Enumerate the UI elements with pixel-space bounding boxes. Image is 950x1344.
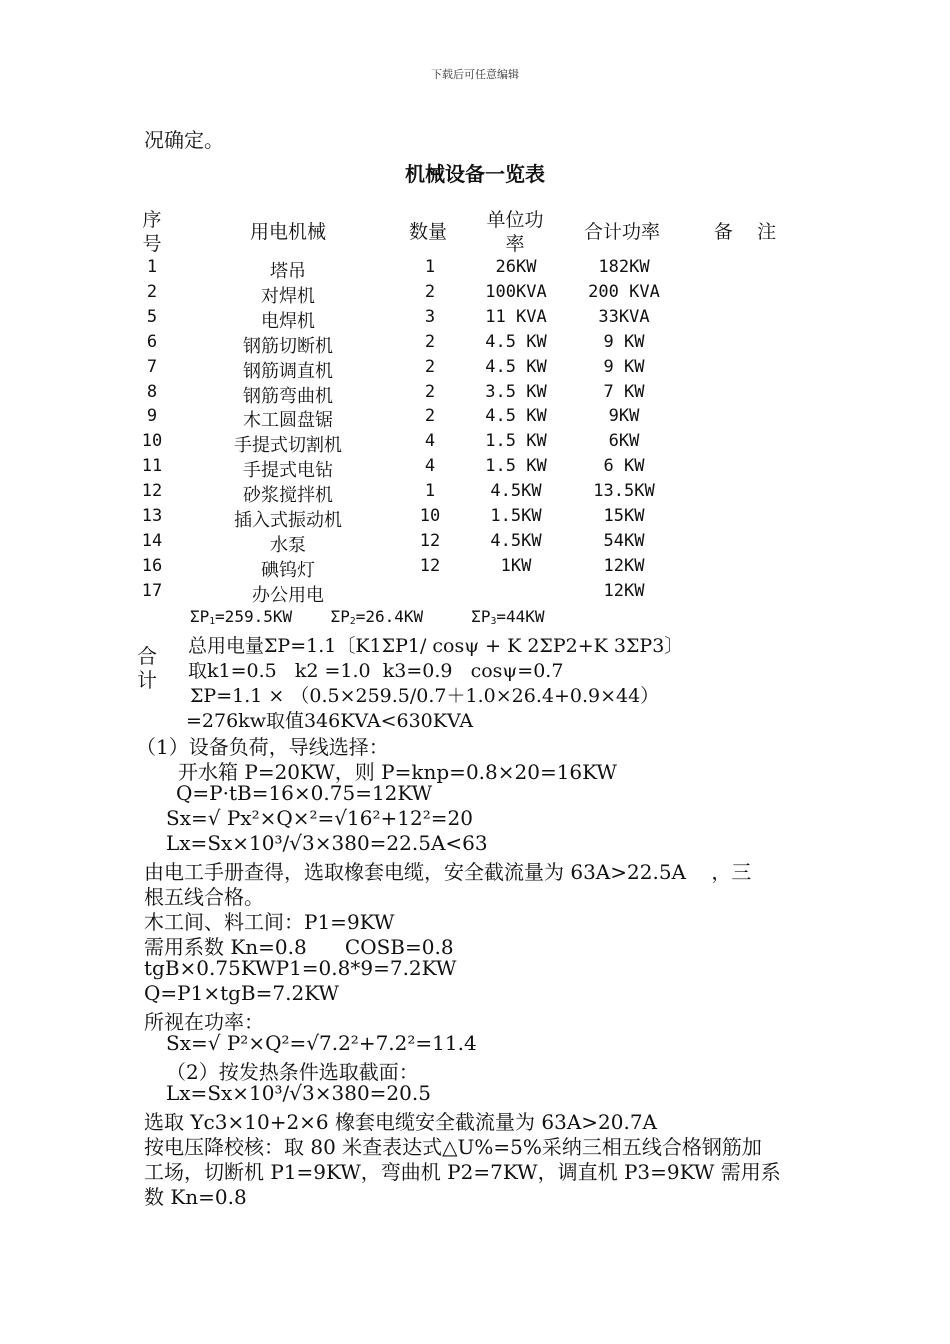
table-cell-total-power: 13.5KW <box>593 481 655 502</box>
table-cell-total-power: 12KW <box>603 580 645 601</box>
header-note: 下载后可任意编辑 <box>431 68 519 81</box>
table-cell-machine: 钢筋切断机 <box>243 335 333 357</box>
paragraph-11: Q=P1×tgB=7.2KW <box>144 981 339 1005</box>
table-cell-seq: 11 <box>141 456 163 477</box>
table-cell-unit-power: 1KW <box>500 555 532 576</box>
summary-calculation: ΣP=1.1 × （0.5×259.5/0.7＋1.0×26.4+0.9×44） <box>190 685 660 707</box>
table-cell-unit-power: 4.5 KW <box>485 356 547 377</box>
intro-text: 况确定。 <box>144 128 224 152</box>
table-title: 机械设备一览表 <box>405 162 545 186</box>
table-cell-unit-power: 1.5 KW <box>485 431 547 452</box>
header-remark: 备 注 <box>713 221 777 243</box>
table-cell-qty: 4 <box>424 431 436 452</box>
table-cell-unit-power: 4.5 KW <box>485 331 547 352</box>
table-cell-seq: 14 <box>141 530 163 551</box>
table-cell-qty: 2 <box>424 331 436 352</box>
paragraph-2: 开水箱 P=20KW，则 P=knp=0.8×20=16KW <box>178 760 617 784</box>
table-cell-qty: 10 <box>419 506 441 526</box>
summary-label: 合 计 <box>137 644 157 692</box>
table-cell-machine: 砂浆搅拌机 <box>243 485 333 507</box>
table-cell-total-power: 54KW <box>603 530 645 551</box>
summary-coefficients: 取k1=0.5 k2 =1.0 k3=0.9 cosψ=0.7 <box>188 660 564 682</box>
summary-p-line: $\Sigma P_1=259.5KW$ $\Sigma P_2=26.4KW$ $\Sigma P_3=44KW$ <box>190 607 545 627</box>
table-cell-unit-power: 4.5 KW <box>485 406 547 427</box>
table-cell-unit-power: 100KVA <box>485 281 547 302</box>
table-cell-seq: 8 <box>146 381 158 402</box>
table-cell-total-power: 6KW <box>608 431 640 452</box>
table-cell-qty: 2 <box>424 356 436 377</box>
table-cell-seq: 12 <box>141 481 163 502</box>
table-cell-qty: 1 <box>424 257 436 277</box>
table-cell-unit-power: 4.5KW <box>490 530 542 551</box>
table-cell-unit-power: 1.5KW <box>490 506 542 526</box>
header-seq: 序 号 <box>142 209 162 255</box>
paragraph-13: Sx=√ P²×Q²=√7.2²+7.2²=11.4 <box>166 1031 477 1055</box>
table-cell-qty: 2 <box>424 381 436 402</box>
table-cell-total-power: 12KW <box>603 555 645 576</box>
table-cell-total-power: 33KVA <box>598 306 650 327</box>
table-cell-qty: 3 <box>424 306 436 327</box>
table-cell-seq: 13 <box>141 506 163 526</box>
table-cell-machine: 办公用电 <box>252 584 324 606</box>
paragraph-10: tgB×0.75KWP1=0.8*9=7.2KW <box>144 956 457 980</box>
table-cell-total-power: 9KW <box>608 406 640 427</box>
table-cell-total-power: 9 KW <box>603 356 645 377</box>
table-cell-qty: 4 <box>424 456 436 477</box>
table-cell-qty: 1 <box>424 481 436 502</box>
paragraph-1: （1）设备负荷，导线选择： <box>136 735 389 759</box>
table-cell-machine: 碘钨灯 <box>261 559 315 581</box>
paragraph-6: 由电工手册查得，选取橡套电缆，安全截流量为 63A>22.5A ，三 <box>144 860 752 884</box>
table-cell-seq: 6 <box>146 331 158 352</box>
summary-p2: =26.4KW <box>355 607 424 626</box>
summary-formula: 总用电量ΣP=1.1〔K1ΣP1/ cosψ + K 2ΣP2+K 3ΣP3〕 <box>188 635 684 657</box>
table-cell-machine: 手提式切割机 <box>234 435 342 457</box>
table-cell-machine: 钢筋弯曲机 <box>243 385 333 407</box>
table-cell-unit-power: 11 KVA <box>485 306 547 327</box>
table-cell-total-power: 6 KW <box>603 456 645 477</box>
paragraph-15: Lx=Sx×10³/√3×380=20.5 <box>166 1081 431 1105</box>
paragraph-17: 按电压降校核：取 80 米查表达式△U%=5%采纳三相五线合格钢筋加 <box>144 1135 762 1159</box>
paragraph-19: 数 Kn=0.8 <box>144 1185 247 1209</box>
header-machine: 用电机械 <box>249 221 326 243</box>
table-cell-total-power: 7 KW <box>603 381 645 402</box>
table-cell-unit-power: 4.5KW <box>490 481 542 502</box>
paragraph-5: Lx=Sx×10³/√3×380=22.5A<63 <box>166 831 488 855</box>
table-cell-total-power: 200 KVA <box>588 281 660 302</box>
paragraph-3: Q=P·tB=16×0.75=12KW <box>176 781 433 805</box>
summary-p3: =44KW <box>496 607 545 626</box>
paragraph-18: 工场，切断机 P1=9KW，弯曲机 P2=7KW，调直机 P3=9KW 需用系 <box>144 1160 781 1184</box>
table-cell-machine: 手提式电钻 <box>243 460 333 482</box>
table-cell-seq: 5 <box>146 306 158 327</box>
table-cell-qty: 12 <box>419 555 441 576</box>
paragraph-8: 木工间、料工间：P1=9KW <box>144 910 395 934</box>
table-cell-unit-power: 1.5 KW <box>485 456 547 477</box>
paragraph-14: （2）按发热条件选取截面： <box>166 1060 419 1084</box>
table-cell-seq: 2 <box>146 281 158 302</box>
table-cell-total-power: 15KW <box>603 506 645 526</box>
table-cell-unit-power: 3.5 KW <box>485 381 547 402</box>
paragraph-16: 选取 Yc3×10+2×6 橡套电缆安全截流量为 63A>20.7A <box>144 1110 657 1134</box>
table-cell-machine: 水泵 <box>270 534 306 556</box>
table-cell-machine: 塔吊 <box>270 261 306 282</box>
table-cell-machine: 对焊机 <box>261 285 315 307</box>
summary-result: =276kw取值346KVA<630KVA <box>186 710 474 732</box>
table-cell-seq: 7 <box>146 356 158 377</box>
table-cell-machine: 电焊机 <box>261 310 315 332</box>
paragraph-12: 所视在功率： <box>144 1010 264 1034</box>
header-qty: 数量 <box>408 221 447 243</box>
table-cell-machine: 插入式振动机 <box>234 510 342 531</box>
header-unit-power: 单位功 率 <box>486 209 544 255</box>
table-cell-seq: 16 <box>141 555 163 576</box>
table-cell-seq: 10 <box>141 431 163 452</box>
table-cell-qty: 2 <box>424 406 436 427</box>
paragraph-4: Sx=√ Px²×Q×²=√16²+12²=20 <box>166 806 473 830</box>
table-cell-seq: 9 <box>146 406 158 427</box>
table-cell-qty: 2 <box>424 281 436 302</box>
paragraph-7: 根五线合格。 <box>144 885 264 909</box>
table-cell-qty: 12 <box>419 530 441 551</box>
summary-p1: =259.5KW <box>215 607 293 626</box>
table-cell-machine: 钢筋调直机 <box>243 360 333 382</box>
table-cell-seq: 17 <box>141 580 163 601</box>
header-total-power: 合计功率 <box>583 221 660 243</box>
table-cell-total-power: 182KW <box>598 257 650 277</box>
table-cell-total-power: 9 KW <box>603 331 645 352</box>
table-cell-unit-power: 26KW <box>495 257 537 277</box>
table-cell-seq: 1 <box>146 257 158 277</box>
paragraph-9: 需用系数 Kn=0.8 COSB=0.8 <box>144 935 454 959</box>
table-cell-machine: 木工圆盘锯 <box>243 410 333 432</box>
